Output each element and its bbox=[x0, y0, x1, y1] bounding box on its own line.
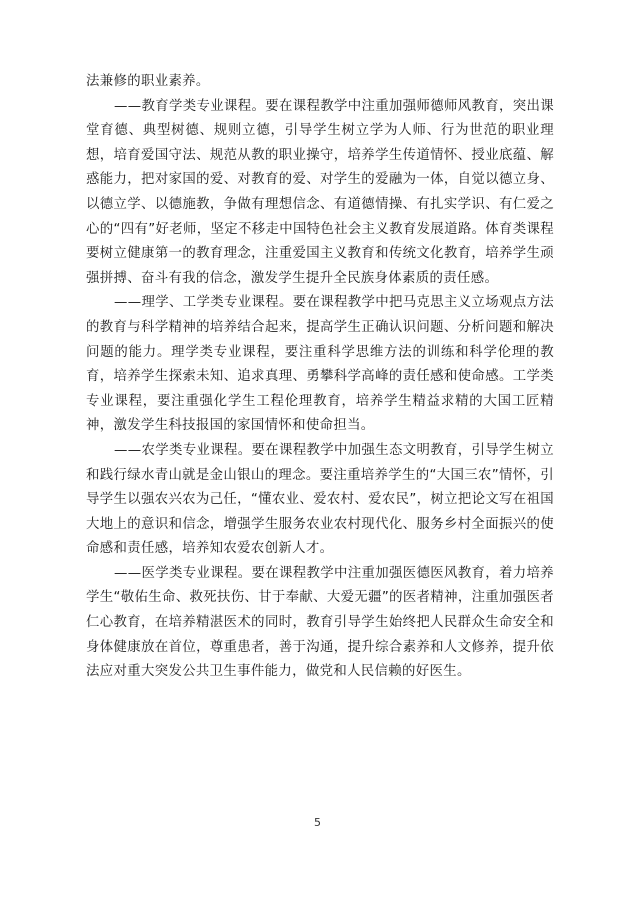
paragraph-medical-courses: ——医学类专业课程。要在课程教学中注重加强医德医风教育，着力培养学生“敬佑生命、救死扶伤、甘于奉献、大爱无疆”的医者精神，注重加强医者仁心教育，在培养精湛医术的同时，教育引导学生始终把人民群众生命安全和身体健康放在首位，尊重患者，善于沟通，提升综合素养和人文修养，提升依法应对重大突发公共卫生事件能力，做党和人民信赖的好医生。 bbox=[86, 565, 555, 680]
paragraph-agriculture-courses: ——农学类专业课程。要在课程教学中加强生态文明教育，引导学生树立和践行绿水青山就是金山银山的理念。要注重培养学生的“大国三农”情怀，引导学生以强农兴农为己任，“懂农业、爱农村、爱农民”，树立把论文写在祖国大地上的意识和信念，增强学生服务农业农村现代化、服务乡村全面振兴的使命感和责任感，培养知农爱农创新人才。 bbox=[86, 442, 555, 557]
page-number: 5 bbox=[314, 816, 321, 829]
paragraph-continuation: 法兼修的职业素养。 bbox=[86, 74, 210, 89]
document-body bbox=[86, 70, 554, 685]
paragraph-education-courses: ——教育学类专业课程。要在课程教学中注重加强师德师风教育，突出课堂育德、典型树德、规则立德，引导学生树立学为人师、行为世范的职业理想，培育爱国守法、规范从教的职业操守，培养学生传道情怀、授业底蕴、解惑能力，把对家国的爱、对教育的爱、对学生的爱融为一体，自觉以德立身、以德立学、以德施教，争做有理想信念、有道德情操、有扎实学识、有仁爱之心的“四有”好老师，坚定不移走中国特色社会主义教育发展道路。体育类课程要树立健康第一的教育理念，注重爱国主义教育和传统文化教育，培养学生顽强拼搏、奋斗有我的信念，激发学生提升全民族身体素质的责任感。 bbox=[86, 98, 555, 286]
paragraph-science-engineering-courses: ——理学、工学类专业课程。要在课程教学中把马克思主义立场观点方法的教育与科学精神的培养结合起来，提高学生正确认识问题、分析问题和解决问题的能力。理学类专业课程，要注重科学思维方法的训练和科学伦理的教育，培养学生探索未知、追求真理、勇攀科学高峰的责任感和使命感。工学类专业课程，要注重强化学生工程伦理教育，培养学生精益求精的大国工匠精神，激发学生科技报国的家国情怀和使命担当。 bbox=[86, 295, 554, 434]
